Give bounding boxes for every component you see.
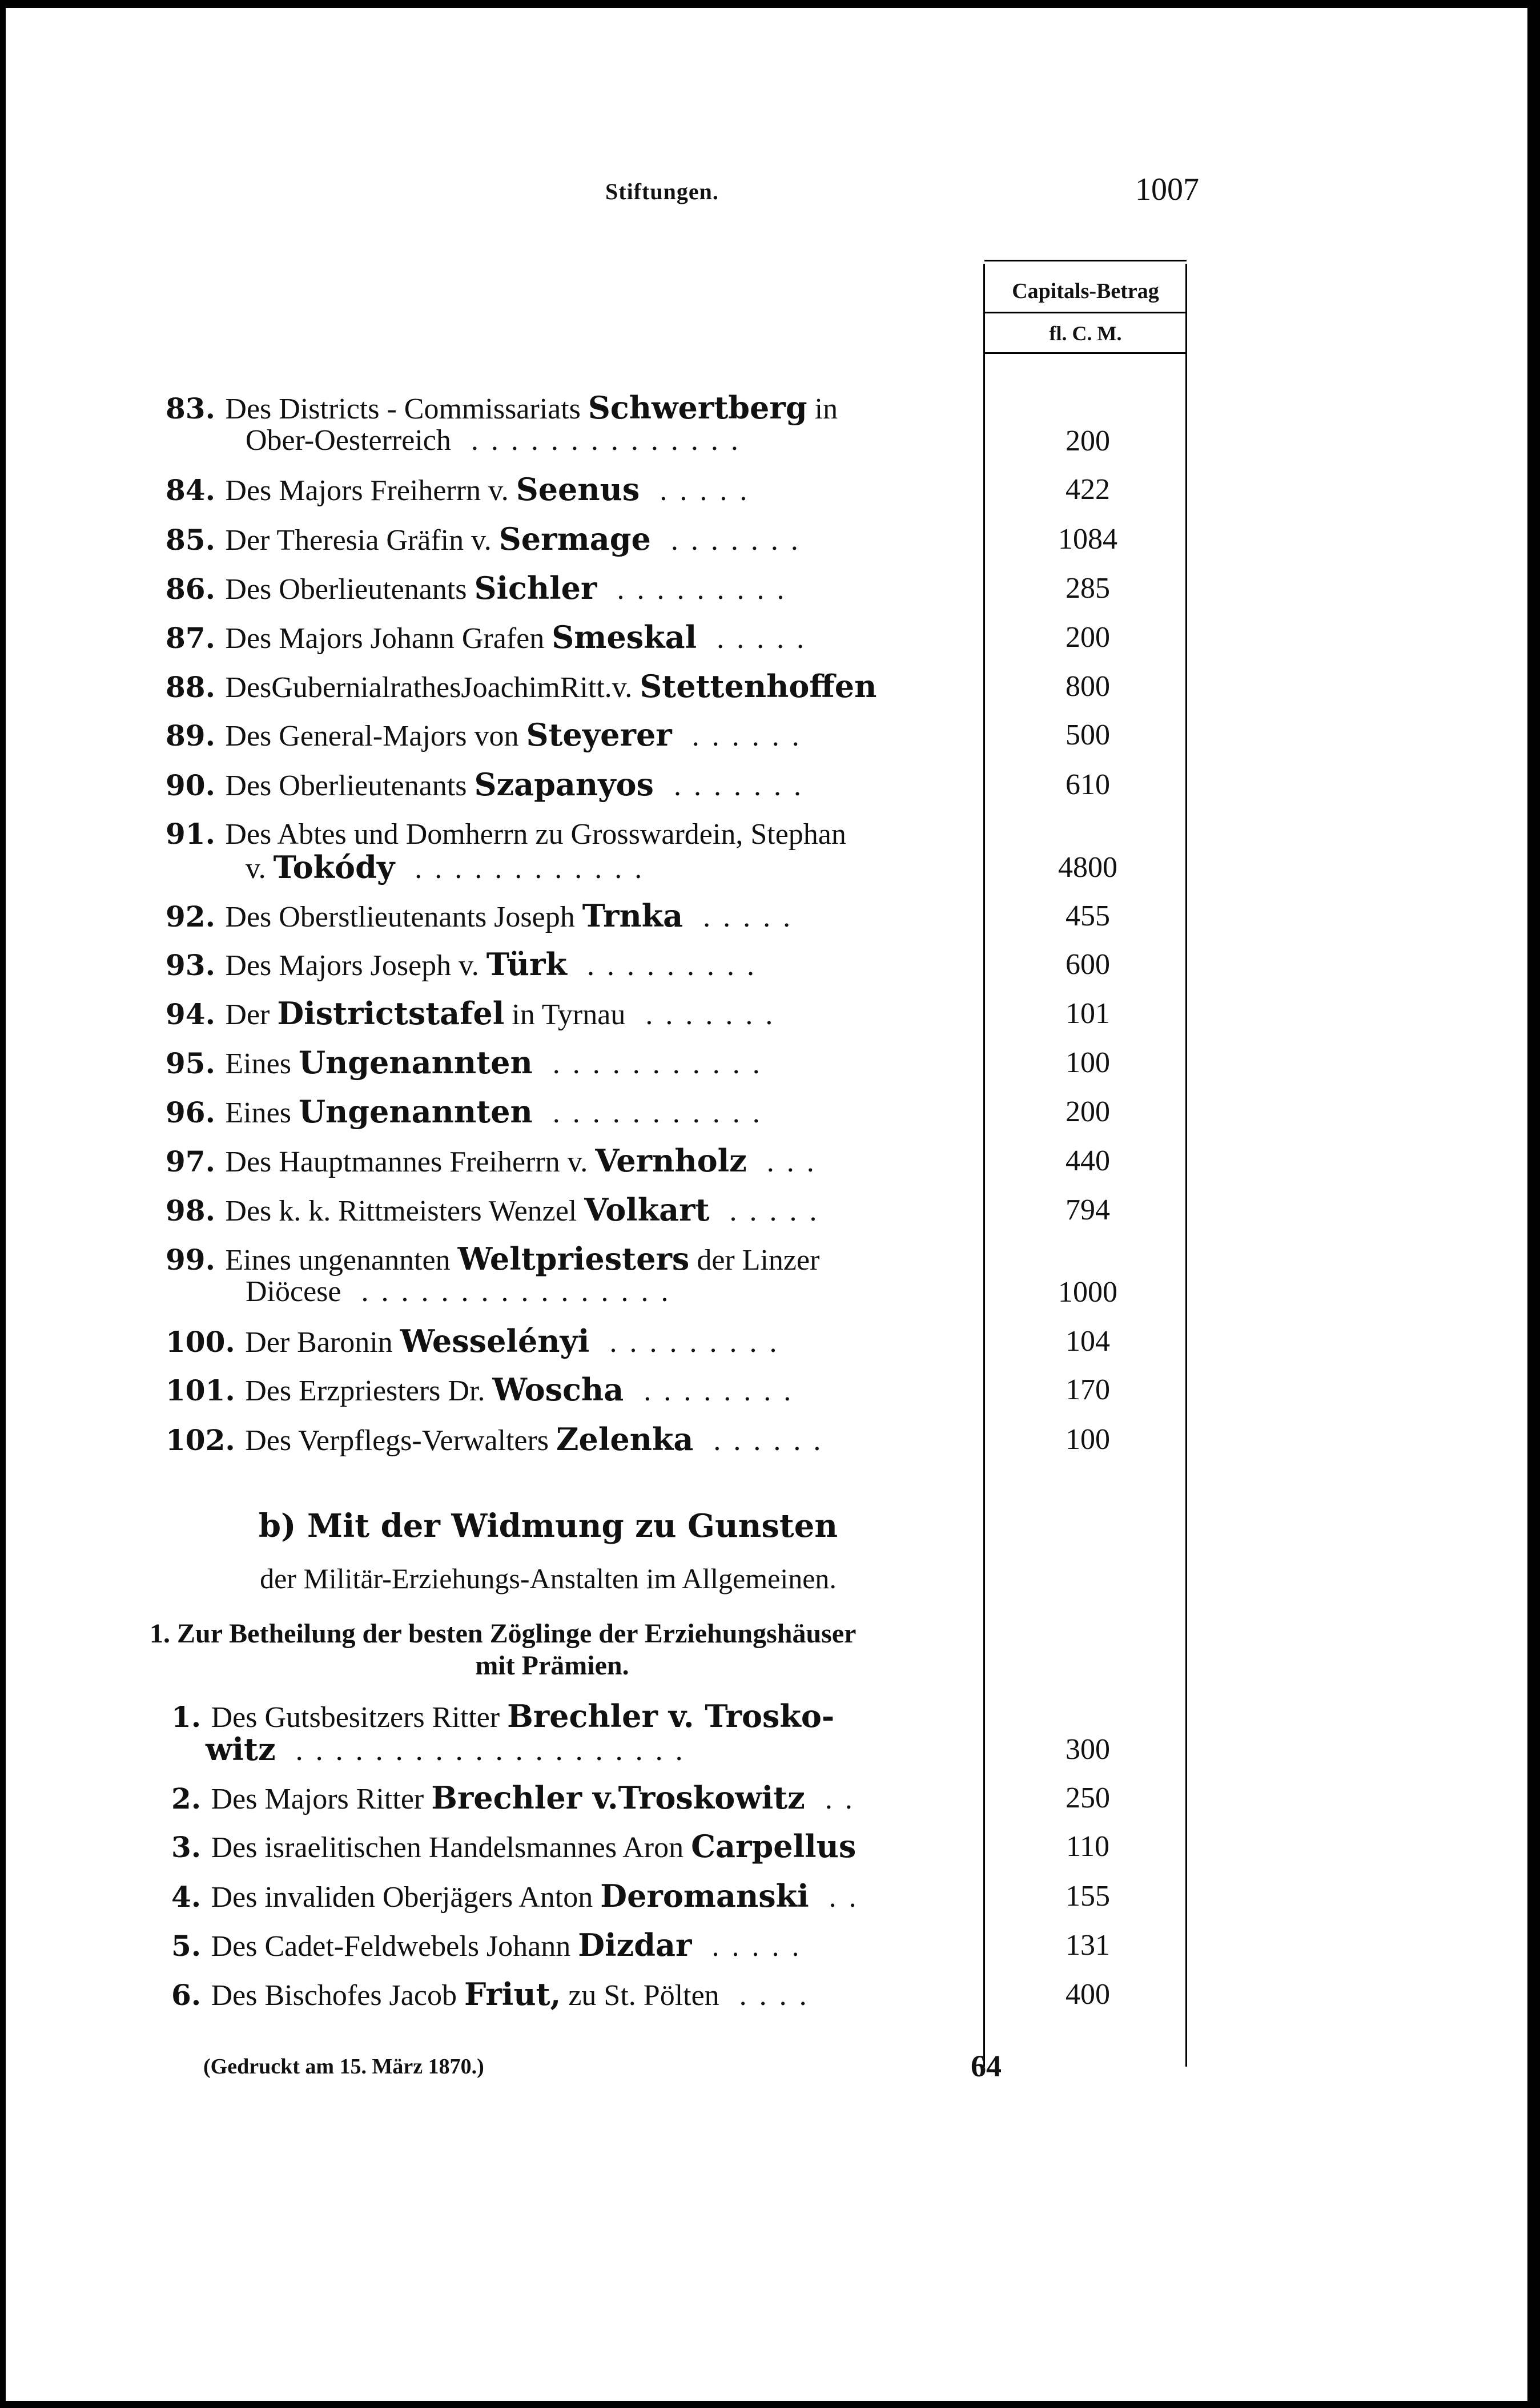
entry-text: Der Baronin [245, 1326, 400, 1359]
entry-name: Vernholz [595, 1142, 747, 1179]
b-entry [171, 1879, 988, 1914]
leader-dots: ........... [532, 1097, 773, 1129]
a-entry [166, 1324, 982, 1359]
entry-number: 97. [166, 1145, 226, 1178]
entry-number: 83. [166, 392, 226, 425]
leader-dots: ....... [650, 524, 811, 557]
entry-name: Friut, [464, 1976, 561, 2012]
entry-text-tail: in [807, 393, 838, 425]
a-entry [166, 621, 982, 655]
entry-name: Carpellus [691, 1828, 857, 1865]
entry-text: Eines [225, 1097, 299, 1129]
amount-value: 500 [1065, 719, 1110, 751]
entry-name: Türk [486, 946, 567, 982]
leader-dots: ...... [672, 720, 812, 752]
leader-dots: ........ [624, 1375, 804, 1407]
amount-value: 4800 [1058, 851, 1117, 884]
entry-name: Steyerer [526, 716, 672, 753]
entry-text-tail: zu St. Pölten [561, 1979, 719, 2012]
entry-text: Des israelitischen Handelsmannes Aron [211, 1831, 691, 1864]
entry-name: Tokódy [273, 849, 395, 885]
a-entry [166, 1242, 982, 1277]
amount-value: 200 [1065, 621, 1110, 654]
a-entry [166, 768, 982, 803]
entry-text: Des Hauptmannes Freiherrn v. [225, 1146, 596, 1178]
leader-dots: ......... [566, 949, 767, 982]
entry-text: Des Gutsbesitzers Ritter [211, 1701, 508, 1734]
leader-dots: ................ [341, 1275, 681, 1308]
b-entry [171, 1830, 988, 1865]
amount-value: 285 [1065, 572, 1110, 605]
page-number: 1007 [1135, 172, 1199, 207]
amount-value: 155 [1065, 1880, 1110, 1912]
entry-text: v. [246, 852, 274, 885]
entry-name: Sichler [474, 570, 597, 606]
leader-dots: ..... [697, 622, 817, 655]
entry-name: Szapanyos [474, 766, 654, 803]
signature-mark: 64 [971, 2049, 1002, 2083]
entry-name: Ungenannten [298, 1093, 533, 1130]
leader-dots: ..... [683, 901, 803, 933]
entry-number: 93. [166, 948, 226, 982]
entry-name: Wesselényi [400, 1323, 590, 1359]
entry-number: 89. [166, 719, 226, 752]
entry-text: DesGubernialrathesJoachimRitt.v. [225, 671, 640, 704]
leader-dots: ....... [653, 770, 814, 802]
a-entry [166, 1193, 982, 1228]
leader-dots: ....... [625, 998, 786, 1031]
b-entry [171, 1700, 988, 1734]
leader-dots: ..... [709, 1195, 830, 1227]
section-b-note [150, 1618, 955, 1682]
amount-value: 300 [1065, 1733, 1110, 1766]
entry-text: Eines ungenannten [225, 1244, 458, 1277]
leader-dots: ...... [693, 1424, 834, 1457]
amount-value: 455 [1065, 900, 1110, 932]
amount-value: 200 [1065, 425, 1110, 457]
amount-value: 1084 [1058, 523, 1117, 555]
entry-number: 101. [166, 1374, 246, 1407]
entry-text-tail: in Tyrnau [504, 998, 626, 1031]
entry-text: Des Majors Freiherrn v. [225, 474, 516, 507]
entry-text: Eines [225, 1048, 299, 1080]
leader-dots: ........... [532, 1048, 773, 1080]
amount-column-header [984, 260, 1187, 354]
entry-text: Des Oberstlieutenants Joseph [225, 901, 582, 933]
amount-value: 422 [1065, 473, 1110, 506]
leader-dots: ..... [691, 1930, 812, 1963]
amount-value: 170 [1065, 1374, 1110, 1406]
b-entry-continued [137, 1733, 954, 1767]
entry-name: Weltpriesters [457, 1241, 690, 1277]
a-entry [166, 818, 982, 851]
leader-dots: ..... [640, 474, 760, 507]
entry-number: 86. [166, 572, 226, 606]
entry-number: 94. [166, 997, 226, 1031]
entry-number: 87. [166, 621, 226, 655]
a-entry [166, 997, 982, 1032]
entry-number: 92. [166, 900, 226, 933]
entry-name: Dizdar [578, 1927, 692, 1963]
leader-dots: ......... [589, 1326, 790, 1359]
entry-name: Woscha [492, 1371, 624, 1408]
amount-value: 100 [1065, 1046, 1110, 1079]
entry-name: Sermage [498, 521, 651, 557]
entry-text: Der Theresia Gräfin v. [225, 524, 499, 557]
a-entry [166, 391, 982, 426]
amount-value: 1000 [1058, 1276, 1117, 1308]
entry-name: witz [206, 1731, 276, 1767]
amount-value: 794 [1065, 1194, 1110, 1226]
entry-number: 100. [166, 1325, 246, 1359]
entry-number: 3. [171, 1830, 211, 1864]
leader-dots: ... [746, 1146, 827, 1178]
a-entry [166, 899, 982, 934]
amount-value: 101 [1065, 997, 1110, 1030]
column-units: fl. C. M. [984, 313, 1187, 354]
a-entry [166, 1095, 982, 1130]
entry-name: Smeskal [552, 619, 697, 655]
entry-number: 5. [171, 1929, 211, 1963]
entry-name: Brechler v. Trosko- [507, 1698, 835, 1734]
entry-number: 99. [166, 1243, 226, 1277]
entry-text: Ober-Oesterreich [246, 424, 451, 457]
entry-number: 95. [166, 1046, 226, 1080]
entry-text: Des Majors Johann Grafen [225, 622, 552, 655]
entry-number: 2. [171, 1782, 211, 1815]
a-entry [166, 1373, 982, 1408]
a-entry [166, 522, 982, 557]
amount-value: 110 [1065, 1830, 1110, 1863]
entry-number: 91. [166, 817, 226, 851]
entry-number: 88. [166, 670, 226, 704]
section-b-title: b) Mit der Widmung zu Gunsten [258, 1507, 838, 1545]
b-entry [171, 1928, 988, 1963]
section-b-note-line2: mit Prämien. [475, 1650, 629, 1681]
leader-dots: .. [809, 1881, 869, 1914]
entry-name: Volkart [584, 1191, 710, 1228]
entry-number: 6. [171, 1978, 211, 2012]
entry-text: Des Majors Ritter [211, 1783, 432, 1815]
amount-value: 610 [1065, 768, 1110, 801]
entry-number: 102. [166, 1423, 246, 1457]
entry-name: Districtstafel [277, 995, 505, 1032]
print-date-note: (Gedruckt am 15. März 1870.) [203, 2055, 484, 2079]
entry-number: 1. [171, 1700, 211, 1734]
entry-number: 85. [166, 523, 226, 557]
running-header: Stiftungen. [605, 179, 719, 204]
entry-text: Des Districts - Commissariats [225, 393, 588, 425]
entry-text: Des Erzpriesters Dr. [245, 1375, 493, 1407]
entry-text: Des Verpflegs-Verwalters [245, 1424, 557, 1457]
entry-name: Schwertberg [588, 389, 807, 426]
a-entry-continued [137, 424, 954, 457]
leader-dots: ............ [395, 852, 655, 885]
entry-text: Des invaliden Oberjägers Anton [211, 1881, 601, 1914]
leader-dots: .................... [275, 1734, 695, 1767]
a-entry [166, 670, 982, 704]
leader-dots: ......... [597, 573, 797, 606]
a-entry-continued [137, 851, 954, 885]
amount-value: 440 [1065, 1145, 1110, 1177]
leader-dots: .... [719, 1979, 819, 2012]
a-entry [166, 1144, 982, 1179]
amount-value: 250 [1065, 1782, 1110, 1814]
amount-value: 400 [1065, 1978, 1110, 2011]
entry-name: Stettenhoffen [640, 668, 877, 704]
amount-value: 100 [1065, 1423, 1110, 1456]
entry-text: Des Oberlieutenants [225, 573, 475, 606]
column-rule-right [1185, 264, 1187, 2067]
a-entry-continued [137, 1275, 954, 1308]
entry-number: 98. [166, 1194, 226, 1227]
entry-text: Der [225, 998, 278, 1031]
section-b-subtitle: der Militär-Erziehungs-Anstalten im Allgemeinen. [260, 1563, 837, 1594]
leader-dots: .. [805, 1783, 865, 1815]
entry-number: 90. [166, 768, 226, 802]
leader-dots: .............. [451, 424, 751, 457]
a-entry [166, 1423, 982, 1457]
entry-name: Brechler v.Troskowitz [431, 1779, 805, 1816]
entry-number: 84. [166, 473, 226, 507]
b-entry [171, 1978, 988, 2012]
entry-text: Des General-Majors von [225, 720, 526, 752]
entry-name: Seenus [516, 471, 640, 508]
column-heading: Capitals-Betrag [984, 261, 1187, 313]
amount-value: 800 [1065, 670, 1110, 703]
amount-value: 600 [1065, 948, 1110, 981]
amount-value: 200 [1065, 1096, 1110, 1128]
entry-name: Trnka [582, 897, 683, 934]
entry-text: Des Bischofes Jacob [211, 1979, 464, 2012]
entry-name: Zelenka [556, 1421, 694, 1457]
amount-value: 104 [1065, 1325, 1110, 1358]
entry-text: Des Majors Joseph v. [225, 949, 486, 982]
entry-text: Des Cadet-Feldwebels Johann [211, 1930, 578, 1963]
a-entry [166, 718, 982, 753]
entry-text: Des Oberlieutenants [225, 770, 475, 802]
entry-text: Des k. k. Rittmeisters Wenzel [225, 1195, 585, 1227]
amount-value: 131 [1065, 1929, 1110, 1962]
entry-text-tail: der Linzer [689, 1244, 820, 1277]
entry-text: Des Abtes und Domherrn zu Grosswardein, Stephan [225, 818, 846, 851]
a-entry [166, 948, 982, 982]
b-entry [171, 1781, 988, 1816]
a-entry [166, 571, 982, 606]
a-entry [166, 1046, 982, 1081]
entry-name: Ungenannten [298, 1044, 533, 1081]
entry-number: 96. [166, 1096, 226, 1129]
entry-number: 4. [171, 1880, 211, 1914]
section-b-note-line1: 1. Zur Betheilung der besten Zöglinge der Erziehungshäuser [150, 1618, 857, 1649]
entry-text: Diöcese [246, 1275, 341, 1308]
entry-name: Deromanski [600, 1878, 809, 1914]
a-entry [166, 473, 982, 508]
